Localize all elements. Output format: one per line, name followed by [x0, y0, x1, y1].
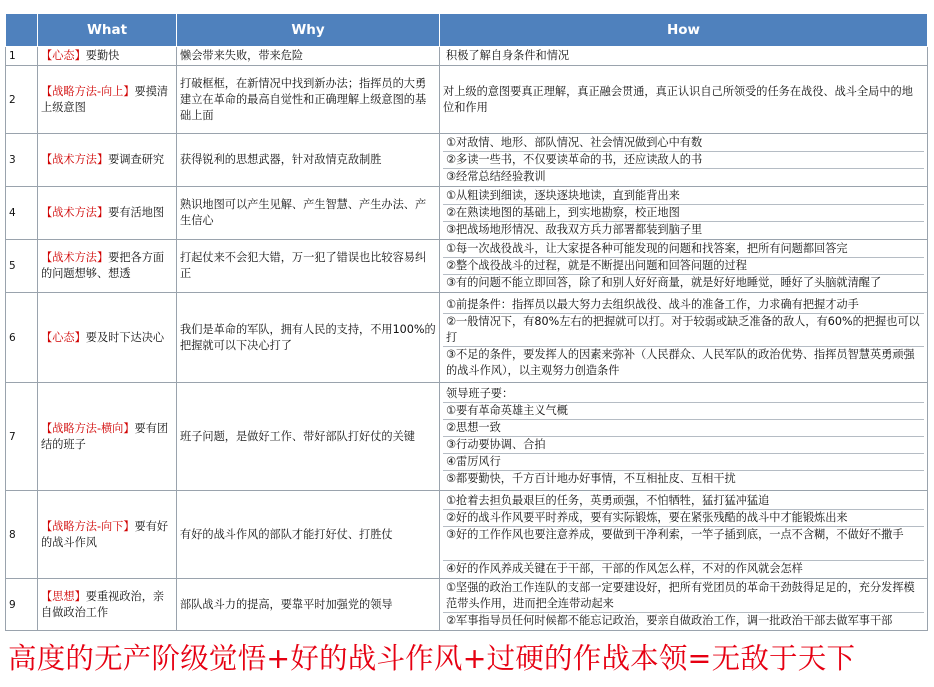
table-row: [6, 240, 928, 293]
row-number: 2: [6, 66, 38, 134]
how-item: ③有的问题不能立即回答，除了和别人好好商量，就是好好地睡觉，睡好了头脑就清醒了: [446, 276, 882, 289]
what-text: 要有团结的班子: [41, 421, 169, 451]
how-item: ③不足的条件，要发挥人的因素来弥补（人民群众、人民军队的政治优势、指挥员智慧英勇顽强的战斗作风），以主观努力创造条件: [446, 347, 915, 377]
how-item: ②在熟读地图的基础上，到实地勘察，校正地图: [443, 205, 924, 222]
how-item: ①从粗读到细读，逐块逐块地读，直到能背出来: [443, 188, 924, 205]
what-cell: [38, 293, 177, 383]
why-cell: 我们是革命的军队，拥有人民的支持，不用100%的把握就可以下决心打了: [177, 293, 440, 383]
how-item: ①对敌情、地形、部队情况、社会情况做到心中有数: [443, 135, 924, 152]
what-text: 要及时下达决心: [85, 330, 165, 344]
how-cell: [440, 293, 928, 383]
how-item: ③好的工作作风也要注意养成，要做到干净利索，一竿子插到底，一点不含糊，不做好不撒手: [443, 527, 924, 561]
row-number: 9: [6, 579, 38, 631]
row-number: 1: [6, 47, 38, 66]
how-item: ②军事指导员任何时候都不能忘记政治，要亲自做政治工作，调一批政治干部去做军事干部: [446, 614, 893, 627]
why-cell: 懒会带来失败，带来危险: [177, 47, 440, 66]
how-item: 领导班子要：: [443, 386, 924, 403]
table-row: [6, 579, 928, 631]
how-item: ③行动要协调、合拍: [443, 437, 924, 454]
how-item: 积极了解自身条件和情况: [446, 49, 570, 62]
how-item: ①前提条件：指挥员以最大努力去组织战役、战斗的准备工作，力求确有把握才动手: [443, 297, 924, 314]
row-number: 8: [6, 491, 38, 579]
how-cell: [440, 491, 928, 579]
how-item: ②一般情况下，有80%左右的把握就可以打。对于较弱或缺乏准备的敌人，有60%的把握也可以打: [443, 314, 924, 347]
what-cell: [38, 491, 177, 579]
how-item: ④雷厉风行: [443, 454, 924, 471]
table-row: [6, 293, 928, 383]
how-cell: [440, 240, 928, 293]
header-row: [6, 14, 928, 47]
row-number: 4: [6, 187, 38, 240]
table-row: [6, 187, 928, 240]
why-cell: 班子问题，是做好工作、带好部队打好仗的关键: [177, 383, 440, 491]
category-tag: 【战术方法】: [41, 206, 109, 219]
strategy-table: [5, 13, 928, 631]
what-text: 要有好的战斗作风: [41, 519, 169, 549]
header-num: [6, 14, 38, 47]
row-number: 5: [6, 240, 38, 293]
how-item: ②好的战斗作风要平时养成，要有实际锻炼，要在紧张残酷的战斗中才能锻炼出来: [443, 510, 924, 527]
formula-banner: 高度的无产阶级觉悟+好的战斗作风+过硬的作战本领=无敌于天下: [8, 642, 856, 675]
category-tag: 【战术方法】: [41, 251, 109, 264]
how-item: ①要有革命英雄主义气概: [443, 403, 924, 420]
how-item: ①坚强的政治工作连队的支部一定要建设好，把所有党团员的革命干劲鼓得足足的，充分发挥模范带头作用，进而把全连带动起来: [443, 580, 924, 613]
why-cell: 获得锐利的思想武器，针对敌情克敌制胜: [177, 134, 440, 187]
category-tag: 【战术方法】: [41, 153, 109, 166]
what-text: 要调查研究: [108, 153, 165, 166]
how-item: ①抢着去担负最艰巨的任务，英勇顽强，不怕牺牲，猛打猛冲猛追: [443, 493, 924, 510]
header-why: Why: [177, 14, 440, 47]
how-cell: [440, 47, 928, 66]
category-tag: 【心态】: [41, 330, 86, 344]
category-tag: 【心态】: [41, 49, 86, 62]
header-what: What: [38, 14, 177, 47]
table-row: [6, 383, 928, 491]
why-cell: 部队战斗力的提高，要靠平时加强党的领导: [177, 579, 440, 631]
how-cell: [440, 579, 928, 631]
table-row: [6, 491, 928, 579]
how-item: ②思想一致: [443, 420, 924, 437]
what-text: 要重视政治，亲自做政治工作: [41, 589, 165, 619]
how-item: ④好的作风养成关键在于干部，干部的作风怎么样，不对的作风就会怎样: [446, 561, 803, 575]
how-item: ③把战场地形情况、敌我双方兵力部署都装到脑子里: [446, 223, 703, 236]
why-cell: 有好的战斗作风的部队才能打好仗、打胜仗: [177, 491, 440, 579]
header-how: How: [440, 14, 928, 47]
how-item: ②整个战役战斗的过程，就是不断提出问题和回答问题的过程: [443, 258, 924, 275]
what-cell: [38, 134, 177, 187]
why-cell: 打破框框，在新情况中找到新办法；指挥员的大勇建立在革命的最高自觉性和正确理解上级意图的基础上面: [177, 66, 440, 134]
how-item: ③经常总结经验教训: [446, 170, 546, 183]
table-row: [6, 47, 928, 66]
why-cell: 打起仗来不会犯大错，万一犯了错误也比较容易纠正: [177, 240, 440, 293]
category-tag: 【战略方法-向上】: [41, 84, 135, 98]
how-item: ⑤都要勤快，千方百计地办好事情，不互相扯皮、互相干扰: [446, 472, 736, 485]
what-text: 要把各方面的问题想够、想透: [41, 251, 165, 280]
how-cell: [440, 134, 928, 187]
how-cell: 对上级的意图要真正理解，真正融会贯通，真正认识自己所领受的任务在战役、战斗全局中的地位和作用: [440, 66, 928, 134]
what-cell: [38, 66, 177, 134]
table-row: [6, 134, 928, 187]
row-number: 3: [6, 134, 38, 187]
table-row: [6, 66, 928, 134]
what-text: 要有活地图: [108, 206, 165, 219]
row-number: 7: [6, 383, 38, 491]
row-number: 6: [6, 293, 38, 383]
why-cell: 熟识地图可以产生见解、产生智慧、产生办法、产生信心: [177, 187, 440, 240]
what-cell: [38, 240, 177, 293]
category-tag: 【战略方法-横向】: [41, 421, 135, 435]
what-cell: [38, 187, 177, 240]
category-tag: 【战略方法-向下】: [41, 519, 135, 533]
what-text: 要勤快: [85, 49, 120, 62]
what-text: 要摸清上级意图: [41, 84, 169, 114]
what-cell: [38, 383, 177, 491]
how-item: ②多读一些书，不仅要读革命的书，还应读敌人的书: [443, 152, 924, 169]
what-cell: [38, 579, 177, 631]
category-tag: 【思想】: [41, 589, 86, 603]
how-cell: [440, 383, 928, 491]
what-cell: [38, 47, 177, 66]
how-cell: [440, 187, 928, 240]
how-item: ①每一次战役战斗，让大家提各种可能发现的问题和找答案，把所有问题都回答完: [443, 241, 924, 258]
